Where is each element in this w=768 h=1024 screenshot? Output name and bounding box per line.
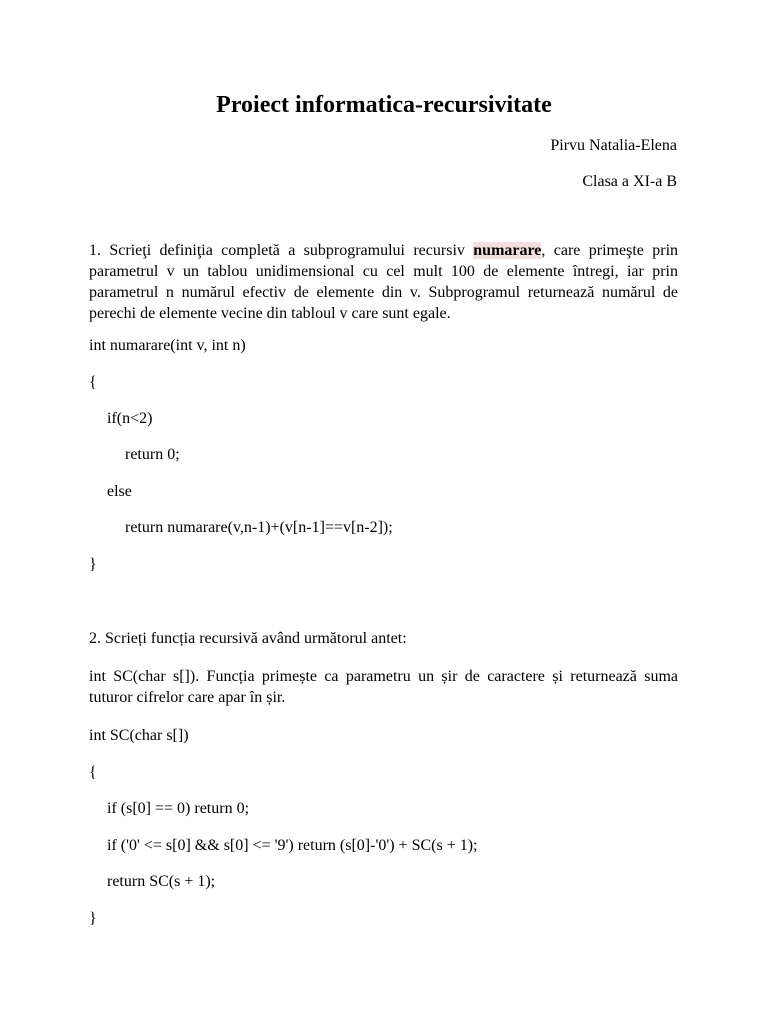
code-line: { bbox=[89, 764, 97, 781]
class-label: Clasa a XI-a B bbox=[582, 173, 677, 190]
code-line: { bbox=[89, 374, 97, 391]
code-line: } bbox=[89, 910, 97, 927]
code-line: return SC(s + 1); bbox=[107, 873, 216, 890]
problem-1-statement bbox=[89, 240, 678, 324]
code-line: int SC(char s[]) bbox=[89, 727, 189, 744]
code-line: return numarare(v,n-1)+(v[n-1]==v[n-2]); bbox=[125, 519, 393, 536]
code-line: } bbox=[89, 556, 97, 573]
problem-2-description: int SC(char s[]). Funcția primește ca parametru un șir de caractere și returnează suma tuturor cifrelor care apar în șir. bbox=[89, 668, 678, 706]
code-line: if(n<2) bbox=[107, 410, 153, 427]
function-name-highlight: numarare bbox=[473, 242, 542, 259]
document-title: Proiect informatica-recursivitate bbox=[216, 92, 552, 118]
code-line: if (s[0] == 0) return 0; bbox=[107, 800, 250, 817]
code-line: int numarare(int v, int n) bbox=[89, 337, 246, 354]
problem-1-text-after: , care primeşte prin parametrul v un tablou unidimensional cu cel mult 100 de elemente întregi, iar prin parametrul n numărul efectiv de elemente din v. Subprogramul returnează numărul de perechi de elemente vecine din tabloul v care sunt egale. bbox=[89, 242, 679, 322]
code-line: if ('0' <= s[0] && s[0] <= '9') return (s[0]-'0') + SC(s + 1); bbox=[107, 837, 478, 854]
problem-1-text-before: 1. Scrieţi definiţia completă a subprogramului recursiv bbox=[89, 242, 474, 259]
code-line: else bbox=[107, 483, 132, 500]
code-line: return 0; bbox=[125, 446, 180, 463]
author-name: Pirvu Natalia-Elena bbox=[550, 137, 677, 154]
problem-2-heading: 2. Scrieți funcția recursivă având următorul antet: bbox=[89, 630, 407, 647]
